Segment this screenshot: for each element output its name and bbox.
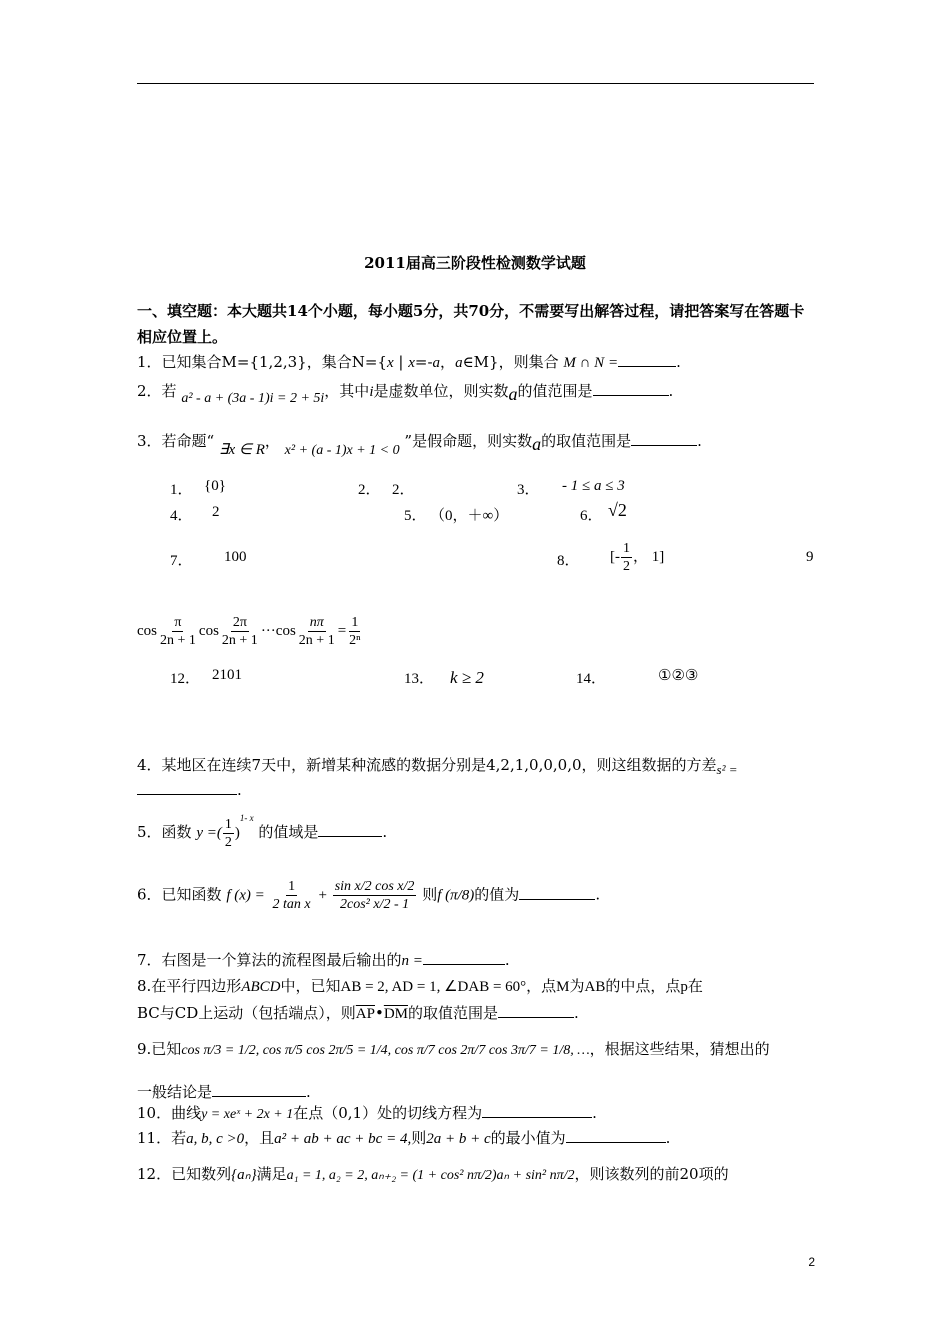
answer-blank [618, 352, 676, 367]
answer-blank [482, 1103, 592, 1118]
question-8-line-1: 8.在平行四边形ABCD中，已知AB = 2, AD = 1, ∠DAB = 60°，点M为AB的中点，点p在 [137, 977, 703, 995]
answer-blank [593, 381, 669, 396]
answer-blank [631, 431, 697, 446]
answer-12-number: 12． [170, 671, 201, 687]
question-3: 3．若命题“ ∃x ∈ R， x² + (a - 1)x + 1 < 0 ”是假命题，则实数a的取值范围是 . [137, 432, 702, 458]
answer-8-number: 8． [557, 553, 580, 569]
answer-1-number: 1． [170, 482, 193, 498]
answer-blank [566, 1128, 666, 1143]
answer-blank [212, 1082, 306, 1097]
answer-5-number: 5． [404, 508, 427, 524]
answer-4-value: 2 [212, 504, 220, 520]
answer-9-number: 9 [806, 549, 814, 565]
section-heading: 一、填空题：本大题共14个小题，每小题5分，共70分，不需要写出解答过程，请把答案写在答题卡相应位置上。 [137, 302, 805, 346]
question-4-answer-line: . [137, 780, 242, 800]
answer-9-value: cos $\frac{\pi}{2n + 1}$ cos $\frac{2\pi}{2n + 1}$ ···cos $\frac{n\pi}{2n + 1}$ = $\frac{1}{\text{2ⁿ}}$ [137, 615, 361, 648]
answer-blank [498, 1003, 574, 1018]
question-4: 4．某地区在连续7天中，新增某种流感的数据分别是4,2,1,0,0,0,0，则这组数据的方差s² = [137, 756, 738, 777]
answer-6-number: 6． [580, 508, 603, 524]
answer-6-value: √2 [608, 500, 627, 520]
question-1: 1．已知集合M={1,2,3}，集合N={x | x=-a，a∈M}，则集合 M ∩ N = . [137, 353, 681, 371]
question-9-line-2: 一般结论是 . [137, 1083, 311, 1101]
answer-8-value: [- $\frac{1}{2}$ ， 1] [610, 541, 665, 574]
answer-4-number: 4． [170, 508, 193, 524]
header-rule [137, 83, 814, 84]
answer-1-value: {0} [204, 478, 226, 494]
question-9: 9.已知cos π/3 = 1/2, cos π/5 cos 2π/5 = 1/4, cos π/7 cos 2π/7 cos 3π/7 = 1/8, …，根据这些结果，猜想出的 [137, 1040, 770, 1058]
answer-blank [137, 780, 237, 795]
page-number: 2 [808, 1255, 815, 1269]
answer-12-value: 2101 [212, 667, 242, 683]
answer-blank [519, 885, 595, 900]
answer-2-number: 2． [358, 482, 381, 498]
question-8-line-2: BC与CD上运动（包括端点），则$\overline{AP}•\overline{DM}$的取值范围是 . [137, 1004, 579, 1022]
answer-14-value: ①②③ [658, 666, 699, 684]
question-7: 7．右图是一个算法的流程图最后输出的n = . [137, 951, 510, 969]
question-5: 5．函数 y =( $\frac{1}{2}$ )$^{1- x}$ 的值域是 . [137, 813, 388, 850]
answer-7-number: 7． [170, 553, 193, 569]
answer-14-number: 14． [576, 671, 607, 687]
answer-blank [423, 950, 505, 965]
page-title: 2011届高三阶段性检测数学试题 [364, 254, 586, 272]
answer-7-value: 100 [224, 549, 247, 565]
answer-3-number: 3． [517, 482, 540, 498]
answer-3-value: - 1 ≤ a ≤ 3 [562, 478, 625, 494]
question-12: 12．已知数列{aₙ}满足a₁ = 1, a₂ = 2, aₙ₊₂ = (1 + cos² nπ/2)aₙ + sin² nπ/2，则该数列的前20项的 [137, 1165, 729, 1183]
question-11: 11．若a, b, c >0，且a² + ab + ac + bc = 4,则2a + b + c的最小值为 . [137, 1129, 671, 1147]
answer-13-number: 13． [404, 671, 435, 687]
answer-5-value: （0，＋∞） [430, 508, 509, 524]
question-10: 10．曲线y = xeˣ + 2x + 1在点（0,1）处的切线方程为 . [137, 1104, 597, 1122]
answer-13-value: k ≥ 2 [450, 668, 484, 687]
question-2: 2．若 a² - a + (3a - 1)i = 2 + 5i，其中i是虚数单位，则实数a的值范围是 . [137, 382, 674, 406]
answer-2-value: 2． [392, 482, 415, 498]
question-6: 6．已知函数 f (x) = $\frac{1}{\text{2 tan x}}$ + $\frac{\text{sin x/2 cos x/2}}{\text{2cos² x/2 - 1}}$ 则f (π/8)的值为 . [137, 879, 601, 912]
answer-blank [318, 822, 382, 837]
